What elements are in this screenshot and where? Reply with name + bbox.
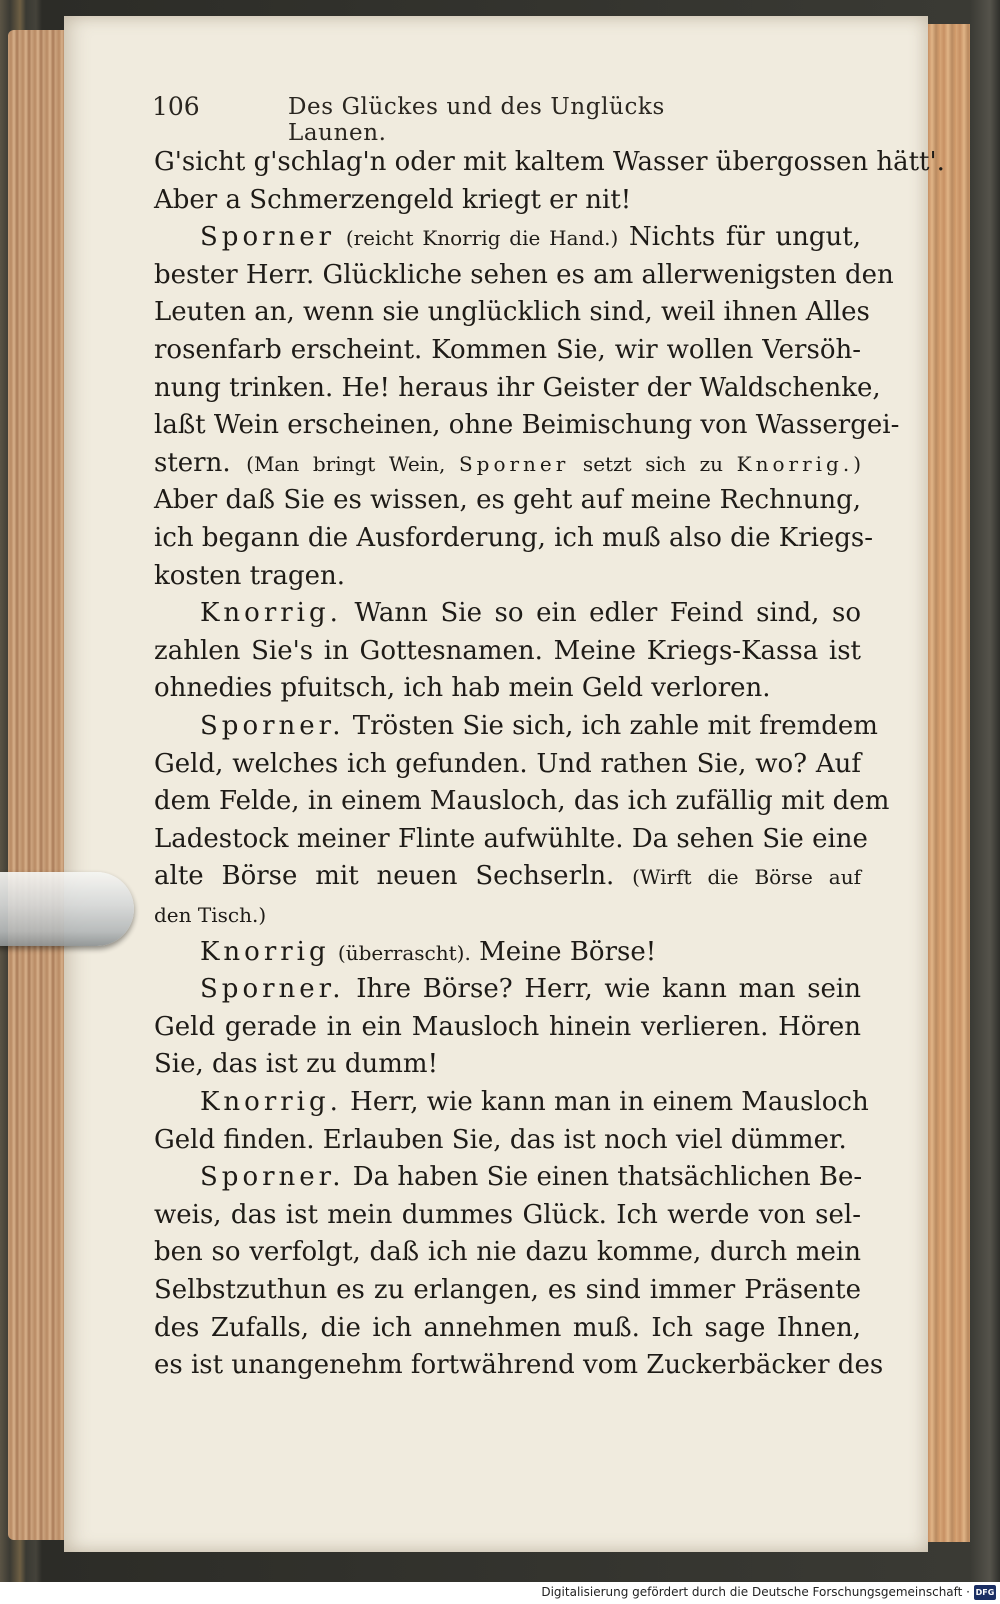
text-segment: stern. <box>154 448 247 478</box>
text-segment: Wann Sie so ein edler Feind sind, so <box>341 598 861 628</box>
running-head <box>152 92 718 146</box>
text-segment: Aber daß Sie es wissen, es geht auf meine Rechnung, <box>154 485 861 515</box>
speaker-name: Sporner. <box>200 711 345 741</box>
text-segment: ich begann die Ausforderung, ich muß also die Kriegs- <box>154 523 874 553</box>
speaker-name: Knorrig. <box>736 452 854 476</box>
text-line <box>154 143 945 181</box>
page-number: 106 <box>152 92 200 121</box>
stage-direction: (Man bringt Wein, <box>246 452 459 476</box>
text-segment: Aber a Schmerzengeld kriegt er nit! <box>154 185 632 215</box>
text-line <box>154 1196 861 1234</box>
text-line <box>154 895 861 933</box>
stage-direction: (Wirft die Börse auf <box>632 865 861 889</box>
text-segment: Geld finden. Erlauben Sie, das ist noch viel dümmer. <box>154 1125 847 1155</box>
text-line <box>154 444 861 482</box>
text-segment: des Zufalls, die ich annehmen muß. Ich sage Ihnen, <box>154 1313 861 1343</box>
speaker-name: Sporner. <box>200 1162 345 1192</box>
text-line <box>154 820 868 858</box>
dfg-logo: DFG <box>974 1585 996 1600</box>
text-line <box>154 331 861 369</box>
text-segment: rosenfarb erscheint. Kommen Sie, wir wollen Versöh- <box>154 335 861 365</box>
text-line <box>154 256 894 294</box>
text-line <box>154 557 861 595</box>
text-segment: Sie, das ist zu dumm! <box>154 1049 439 1079</box>
text-segment: Da haben Sie einen thatsächlichen Be- <box>344 1162 863 1192</box>
stage-direction: setzt sich zu <box>569 452 737 476</box>
book-left-page-edges <box>8 30 68 1540</box>
text-segment <box>335 222 346 252</box>
text-segment: Nichts für ungut, <box>618 222 861 252</box>
text-line <box>154 1008 861 1046</box>
text-line <box>154 369 881 407</box>
text-segment: Herr, wie kann man in einem Mausloch <box>341 1087 869 1117</box>
text-line <box>200 1083 869 1121</box>
speaker-name: Knorrig. <box>200 1087 342 1117</box>
text-segment: G'sicht g'schlag'n oder mit kaltem Wasser übergossen hätt'. <box>154 147 945 177</box>
text-line <box>154 1309 861 1347</box>
text-line <box>154 293 870 331</box>
text-segment: ohnedies pfuitsch, ich hab mein Geld verloren. <box>154 673 771 703</box>
text-segment: Trösten Sie sich, ich zahle mit fremdem <box>344 711 878 741</box>
footer-credit: Digitalisierung gefördert durch die Deutsche Forschungsgemeinschaft · <box>541 1585 970 1599</box>
text-line <box>200 218 861 256</box>
text-line <box>154 1346 884 1384</box>
text-line <box>154 669 861 707</box>
speaker-name: Sporner. <box>200 974 345 1004</box>
text-segment: kosten tragen. <box>154 561 346 591</box>
stage-direction: den Tisch.) <box>154 903 267 927</box>
text-line <box>200 1158 861 1196</box>
speaker-name: Sporner <box>458 452 570 476</box>
text-segment: Geld, welches ich gefunden. Und rathen Sie, wo? Auf <box>154 749 861 779</box>
text-line <box>154 519 874 557</box>
text-line <box>200 970 861 1008</box>
text-line <box>200 594 861 632</box>
speaker-name: Knorrig. <box>200 598 342 628</box>
text-line <box>154 1233 861 1271</box>
text-segment: Leuten an, wenn sie unglücklich sind, weil ihnen Alles <box>154 297 870 327</box>
text-segment: dem Felde, in einem Mausloch, das ich zufällig mit dem <box>154 786 890 816</box>
text-segment <box>330 937 338 967</box>
book-right-page-edges <box>924 24 970 1542</box>
text-line <box>154 1045 861 1083</box>
text-segment: Ihre Börse? Herr, wie kann man sein <box>344 974 861 1004</box>
text-segment: Geld gerade in ein Mausloch hinein verlieren. Hören <box>154 1012 861 1042</box>
text-line <box>154 1271 861 1309</box>
text-segment: laßt Wein erscheinen, ohne Beimischung von Wassergei- <box>154 410 900 440</box>
text-line <box>154 782 890 820</box>
stage-direction: ) <box>853 452 861 476</box>
stage-direction: (überrascht). <box>337 941 471 965</box>
text-line <box>154 181 861 219</box>
text-line <box>154 857 861 895</box>
text-line <box>154 632 861 670</box>
text-line <box>154 406 900 444</box>
running-head-title: Des Glückes und des Unglücks Launen. <box>288 94 665 146</box>
text-segment: nung trinken. He! heraus ihr Geister der Waldschenke, <box>154 373 881 403</box>
text-segment: weis, das ist mein dummes Glück. Ich werde von sel- <box>154 1200 861 1230</box>
text-segment: bester Herr. Glückliche sehen es am allerwenigsten den <box>154 260 894 290</box>
text-line <box>200 933 861 971</box>
text-line <box>154 481 861 519</box>
speaker-name: Knorrig <box>200 937 330 967</box>
text-segment: zahlen Sie's in Gottesnamen. Meine Kriegs-Kassa ist <box>154 636 861 666</box>
text-line <box>154 1121 861 1159</box>
text-segment: ben so verfolgt, daß ich nie dazu komme, durch mein <box>154 1237 861 1267</box>
text-segment: es ist unangenehm fortwährend vom Zuckerbäcker des <box>154 1350 884 1380</box>
text-segment: alte Börse mit neuen Sechserln. <box>154 861 633 891</box>
stage-direction: (reicht Knorrig die Hand.) <box>345 226 619 250</box>
speaker-name: Sporner <box>200 222 336 252</box>
text-line <box>154 745 861 783</box>
bookmark-clip <box>0 872 134 946</box>
text-segment: Meine Börse! <box>470 937 657 967</box>
text-segment: Ladestock meiner Flinte aufwühlte. Da sehen Sie eine <box>154 824 868 854</box>
text-segment: Selbstzuthun es zu erlangen, es sind immer Präsente <box>154 1275 861 1305</box>
text-line <box>200 707 878 745</box>
